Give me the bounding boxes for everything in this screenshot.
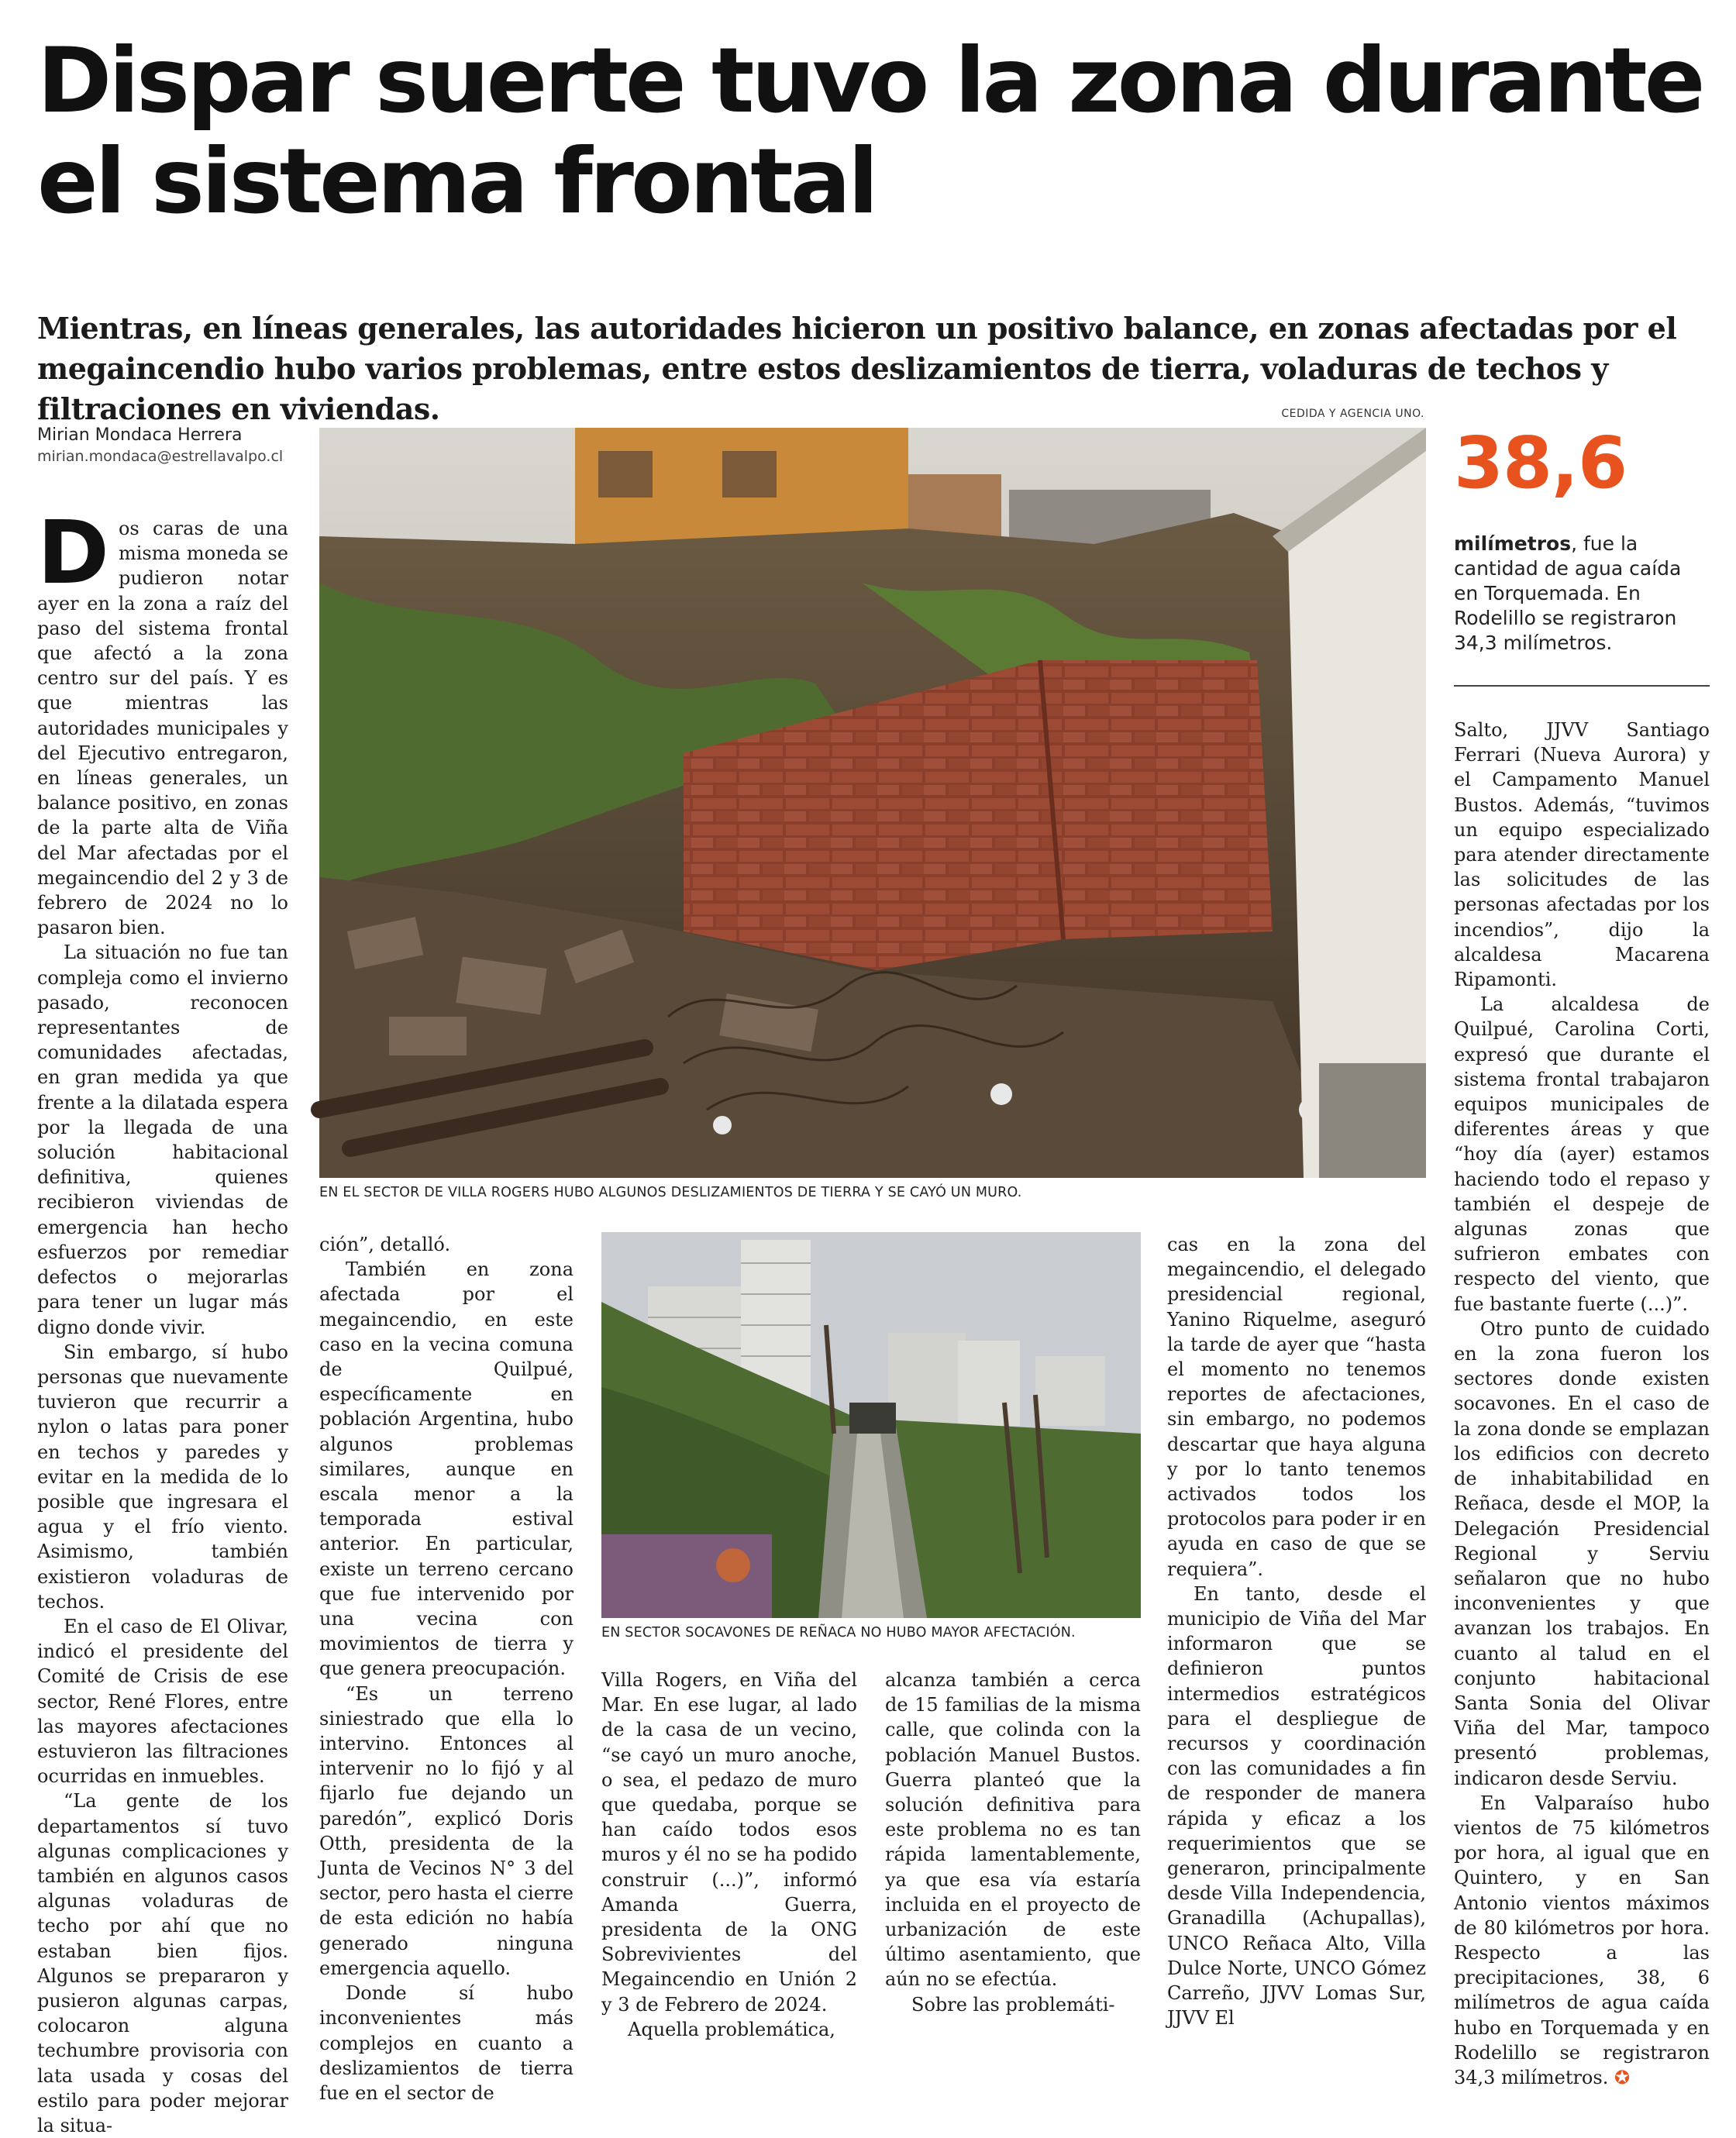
drop-cap: D [37,503,109,604]
paragraph: En tanto, desde el municipio de Viña del Mar informaron que se definieron puntos intermedios estratégicos para el despliegue de recursos y coordinación con las comunidades a fin de responder de manera rápida y eficaz a los requerimientos que se generaron, principalmente desde Villa Independencia, Granadilla (Achupallas), UNCO Reñaca Alto, Villa Dulce Norte, UNCO Gómez Carreño, JJVV Lomas Sur, JJVV El [1167,1582,1426,2030]
paragraph: También en zona afectada por el megaincendio, en este caso en la vecina comuna de Quilpué, específicamente en población Argentina, hubo algunos problemas similares, aunque en escala menor a la temporada estival anterior. En particular, existe un terreno cercano que fue intervenido por una vecina con movimientos de tierra y que genera preocupación. [319,1258,574,1680]
column-3 [601,1668,857,2058]
paragraph: Donde sí hubo inconvenientes más complejos en cuanto a deslizamientos de tierra fue en el sector de [319,1982,574,2104]
paragraph: ción”, detalló. [319,1234,451,1255]
author-name: Mirian Mondaca Herrera [37,425,243,445]
column-5 [1167,1232,1426,2058]
lead-paragraph: Dos caras de una misma moneda se pudieron notar ayer en la zona a raíz del paso del sistema frontal que afectó a la zona centro sur del país. Y es que mientras las autoridades municipales y del Ejecutivo entregaron, en líneas generales, un balance positivo, en zonas de la parte alta de Viña del Mar afectadas por el megaincendio del 2 y 3 de febrero de 2024 no lo pasaron bien. [37,503,288,939]
paragraph: “Es un terreno siniestrado que ella lo intervino. Entonces al intervenir no lo fijó y al fijarlo fue dejando un paredón”, explicó Doris Otth, presidenta de la Junta de Vecinos N° 3 del sector, pero hasta el cierre de esta edición no había generado ninguna emergencia aquello. [319,1682,574,1979]
paragraph: Villa Rogers, en Viña del Mar. En ese lugar, al lado de la casa de un vecino, “se cayó un muro anoche, o sea, el pedazo de muro que quedaba, porque se han caído todos esos muros y él no se ha podido construir (...)”, informó Amanda Guerra, presidenta de la ONG Sobrevivientes del Megaincendio en Unión 2 y 3 de Febrero de 2024. [601,1669,857,2016]
highlight-rest: , fue la cantidad de agua caída en Torquemada. En Rodelillo se registraron 34,3 milímetros. [1454,532,1682,654]
end-mark-icon: ✪ [1614,2066,1631,2088]
second-photo-caption: EN SECTOR SOCAVONES DE REÑACA NO HUBO MAYOR AFECTACIÓN. [601,1625,1076,1641]
paragraph: Otro punto de cuidado en la zona fueron los sectores donde existen socavones. En el caso de la zona donde se emplazan los edificios con decreto de inhabitabilidad en Reñaca, desde el MOP, la Delegación Presidencial Regional y Serviu señalaron que no hubo inconvenientes y que avanzan los trabajos. En cuanto al talud en el conjunto habitacional Santa Sonia del Olivar Viña del Mar, tampoco presentó problemas, indicaron desde Serviu. [1454,1317,1710,1789]
column-6 [1454,718,1710,2088]
paragraph: alcanza también a cerca de 15 familias de la misma calle, que colinda con la población Manuel Bustos. Guerra planteó que la solución definitiva para este problema no es tan rápida lamentablemente, ya que esa vía estaría incluida en el proyecto de urbanización de este último asentamiento, que aún no se efectúa. [885,1669,1141,1991]
column-4 [885,1668,1141,2058]
second-photo [601,1232,1141,1618]
paragraph: Sobre las problemáti- [911,1993,1115,2016]
paragraph: En el caso de El Olivar, indicó el presidente del Comité de Crisis de ese sector, René Flores, entre las mayores afectaciones estuvieron las filtraciones ocurridas en inmuebles. [37,1615,288,1788]
highlight-rule [1454,685,1710,687]
highlight-bold: milímetros [1454,532,1572,555]
renaca-illustration [601,1232,1141,1618]
paragraph: La alcaldesa de Quilpué, Carolina Corti, expresó que durante el sistema frontal trabajaron equipos municipales de diferentes áreas y que “hoy día (ayer) estamos haciendo todo el repaso y también el despeje de algunas zonas que sufrieron embates con respecto del viento, que fue bastante fuerte (...)”. [1454,993,1710,1315]
highlight-number: 38,6 [1454,422,1627,504]
highlight-text [1454,532,1710,656]
main-photo [319,428,1426,1178]
paragraph: “La gente de los departamentos sí tuvo algunas complicaciones y también en algunos casos algunas voladuras de techo por ahí que no estaban bien fijos. Algunos se prepararon y pusieron algunas carpas, colocaron alguna techumbre provisoria con lata usada y cosas del estilo para poder mejorar la situa- [37,1790,288,2136]
author-email[interactable]: mirian.mondaca@estrellavalpo.cl [37,448,284,465]
photo-credit: CEDIDA Y AGENCIA UNO. [1281,408,1424,420]
byline [37,425,301,467]
paragraph: En Valparaíso hubo vientos de 75 kilómetros por hora, al igual que en Quintero, y en San Antonio vientos máximos de 80 kilómetros por hora. Respecto a las precipitaciones, 38, 6 milímetros de agua caída hubo en Torquemada y en Rodelillo se registraron 34,3 milímetros. ✪ [1454,1792,1710,2088]
paragraph: La situación no fue tan compleja como el invierno pasado, reconocen representantes de comunidades afectadas, en gran medida ya que frente a la dilatada espera por la llegada de una solución habitacional definitiva, quienes recibieron viviendas de emergencia han hecho esfuerzos por remediar defectos o mejorarlas para tener un lugar más digno donde vivir. [37,942,288,1338]
paragraph: Sin embargo, sí hubo personas que nuevamente tuvieron que recurrir a nylon o latas para poner en techos y paredes y evitar en la medida de lo posible que ingresara el agua y el frío viento. Asimismo, también existieron voladuras de techos. [37,1341,288,1613]
column-1 [37,503,288,2136]
deck: Mientras, en líneas generales, las autoridades hicieron un positivo balance, en zonas afectadas por el megaincendio hubo varios problemas, entre estos deslizamientos de tierra, voladuras de techos y filtraciones en viviendas. [37,311,1677,426]
landslide-illustration [319,428,1426,1178]
paragraph: cas en la zona del megaincendio, el delegado presidencial regional, Yanino Riquelme, aseguró la tarde de ayer que “hasta el momento no tenemos reportes de afectaciones, sin embargo, no podemos descartar que haya alguna y por lo tanto tenemos activados todos los protocolos para poder ir en ayuda en caso de que se requiera”. [1167,1234,1426,1580]
headline: Dispar suerte tuvo la zona durante el sistema frontal [37,29,1703,234]
paragraph: Salto, JJVV Santiago Ferrari (Nueva Aurora) y el Campamento Manuel Bustos. Además, “tuvimos un equipo especializado para atender directamente las solicitudes de las personas afectadas por los incendios”, dijo la alcaldesa Macarena Ripamonti. [1454,719,1710,991]
column-2 [319,1232,574,2104]
main-photo-caption: EN EL SECTOR DE VILLA ROGERS HUBO ALGUNOS DESLIZAMIENTOS DE TIERRA Y SE CAYÓ UN MURO. [319,1185,1022,1200]
paragraph: Aquella problemática, [628,2018,835,2040]
